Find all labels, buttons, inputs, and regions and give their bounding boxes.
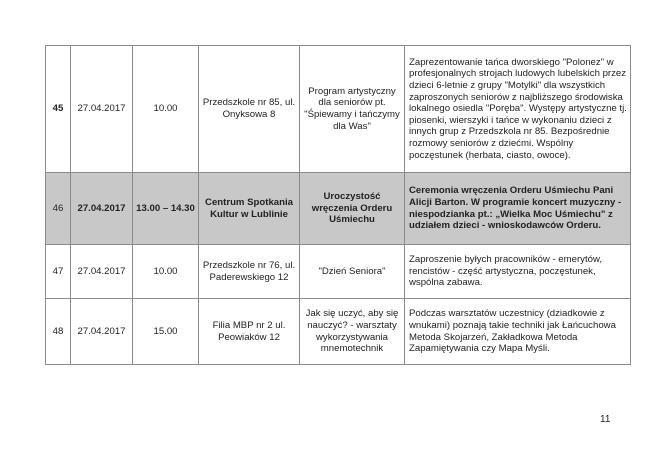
event-cell: Jak się uczyć, aby się nauczyć? - warsztaty wykorzystywania mnemotechnik	[300, 299, 405, 365]
time-cell: 10.00	[133, 46, 199, 173]
page-number: 11	[600, 414, 611, 425]
description-cell: Ceremonia wręczenia Orderu Uśmiechu Pani Alicji Barton. W programie koncert muzyczny - niespodzianka pt.: „Wielka Moc Uśmiechu" z udziałem dzieci - wnioskodawców Orderu.	[405, 173, 631, 245]
date-cell: 27.04.2017	[71, 299, 133, 365]
events-table	[45, 45, 631, 365]
table-row	[46, 46, 631, 173]
date-cell: 27.04.2017	[71, 245, 133, 299]
description-cell: Zaprezentowanie tańca dworskiego "Polonez" w profesjonalnych strojach ludowych lubelskich przez dzieci 6-letnie z grupy "Motylki" dla wszystkich zaproszonych seniorów z najbliższego środowiska lokalnego osiedla "Poręba". Występy artystyczne tj. piosenki, wierszyki i tańce w wykonaniu dzieci z innych grup z Przedszkola nr 85. Bezpośrednie rozmowy seniorów z dziećmi. Wspólny poczęstunek (herbata, ciasto, owoce).	[405, 46, 631, 173]
table-row-highlighted	[46, 173, 631, 245]
description-cell: Podczas warsztatów uczestnicy (dziadkowie z wnukami) poznają takie techniki jak Łańcuchowa Metoda Skojarzeń, Zakładkowa Metoda Zapamiętywania czy Mapa Myśli.	[405, 299, 631, 365]
row-number: 46	[46, 173, 71, 245]
date-cell: 27.04.2017	[71, 46, 133, 173]
date-cell: 27.04.2017	[71, 173, 133, 245]
event-cell: Uroczystość wręczenia Orderu Uśmiechu	[300, 173, 405, 245]
place-cell: Przedszkole nr 76, ul. Paderewskiego 12	[199, 245, 300, 299]
row-number: 45	[46, 46, 71, 173]
place-cell: Przedszkole nr 85, ul. Onyksowa 8	[199, 46, 300, 173]
place-cell: Filia MBP nr 2 ul. Peowiaków 12	[199, 299, 300, 365]
time-cell: 10.00	[133, 245, 199, 299]
table-row	[46, 299, 631, 365]
time-cell: 15.00	[133, 299, 199, 365]
row-number: 47	[46, 245, 71, 299]
row-number: 48	[46, 299, 71, 365]
description-cell: Zaproszenie byłych pracowników - emerytów, rencistów - część artystyczna, poczęstunek, wspólna zabawa.	[405, 245, 631, 299]
place-cell: Centrum Spotkania Kultur w Lublinie	[199, 173, 300, 245]
event-cell: "Dzień Seniora"	[300, 245, 405, 299]
time-cell: 13.00 – 14.30	[133, 173, 199, 245]
table-row	[46, 245, 631, 299]
event-cell: Program artystyczny dla seniorów pt. "Śpiewamy i tańczymy dla Was"	[300, 46, 405, 173]
